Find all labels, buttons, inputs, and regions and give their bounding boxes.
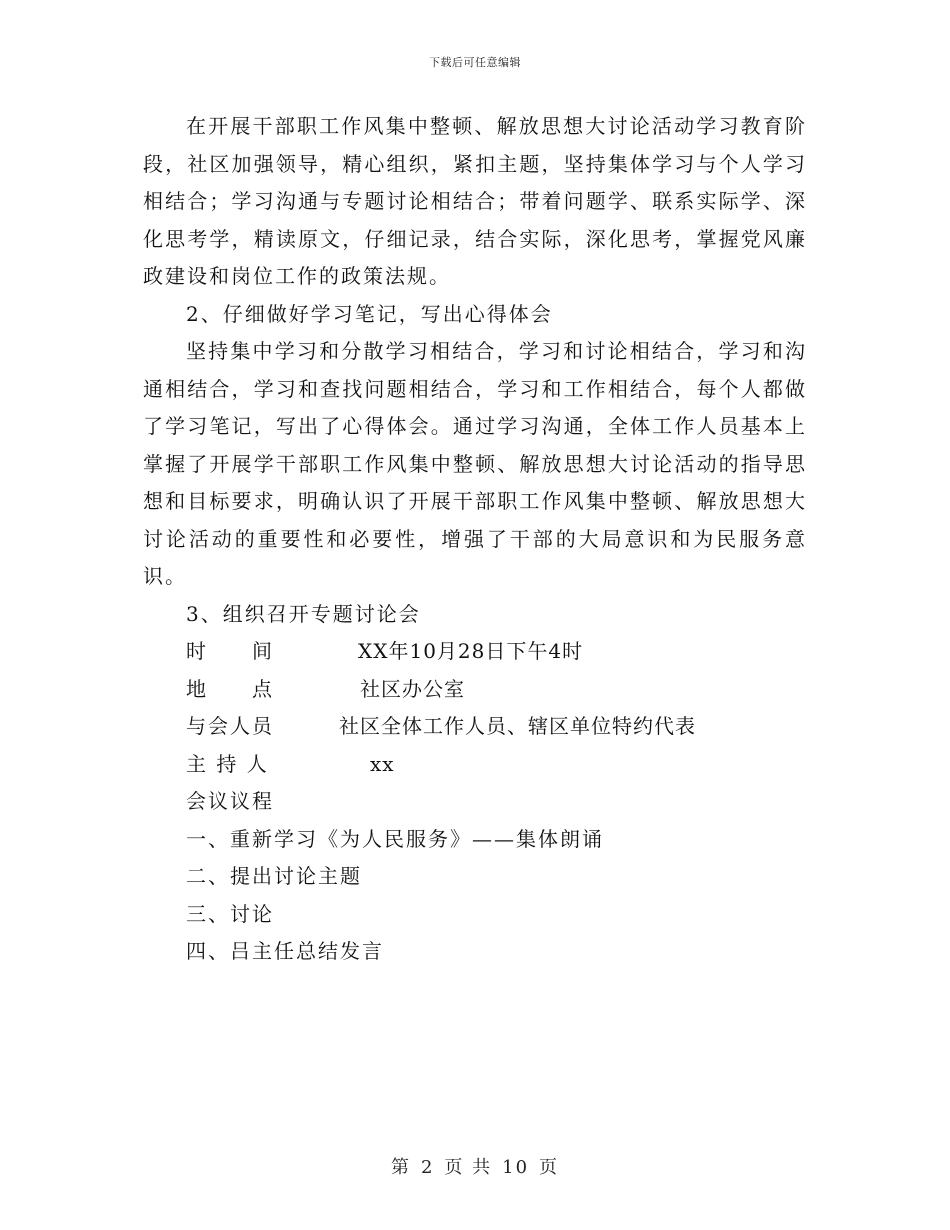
footer-total-pages: 10 <box>502 1157 530 1178</box>
agenda-item: 三、讨论 <box>186 901 274 926</box>
agenda-title: 会议议程 <box>186 789 274 813</box>
meeting-attendees-label: 与会人员 <box>186 714 274 738</box>
footer-page-number: 2 <box>420 1157 435 1178</box>
section-heading-meeting: 3、组织召开专题讨论会 <box>186 601 421 626</box>
footer-suffix: 页 <box>539 1157 560 1178</box>
section-heading-notes: 2、仔细做好学习笔记，写出心得体会 <box>186 301 553 326</box>
agenda-item: 二、提出讨论主题 <box>186 864 362 888</box>
header-note: 下载后可任意编辑 <box>429 56 521 69</box>
page-footer <box>0 1153 950 1179</box>
document-body <box>143 108 807 971</box>
meeting-attendees-value: 社区全体工作人员、辖区单位特约代表 <box>339 714 696 738</box>
meeting-host-label: 主 持 人 <box>186 751 269 776</box>
meeting-host-value: xx <box>370 751 395 776</box>
meeting-time-row <box>143 633 807 671</box>
paragraph-study-approach: 在开展干部职工作风集中整顿、解放思想大讨论活动学习教育阶段，社区加强领导，精心组织，紧扣主题，坚持集体学习与个人学习相结合；学习沟通与专题讨论相结合；带着问题学、联系实际学、深化思考学，精读原文，仔细记录，结合实际，深化思考，掌握党风廉政建设和岗位工作的政策法规。 <box>143 114 807 288</box>
meeting-host-row <box>143 746 807 784</box>
paragraph-study-notes: 坚持集中学习和分散学习相结合，学习和讨论相结合，学习和沟通相结合，学习和查找问题相结合，学习和工作相结合，每个人都做了学习笔记，写出了心得体会。通过学习沟通，全体工作人员基本上掌握了开展学干部职工作风集中整顿、解放思想大讨论活动的指导思想和目标要求，明确认识了开展干部职工作风集中整顿、解放思想大讨论活动的重要性和必要性，增强了干部的大局意识和为民服务意识。 <box>143 339 807 588</box>
meeting-attendees-row <box>143 708 807 746</box>
meeting-place-label: 地 点 <box>186 676 274 701</box>
footer-prefix: 第 <box>390 1157 411 1178</box>
meeting-time-label: 时 间 <box>186 639 274 663</box>
agenda-item: 一、重新学习《为人民服务》——集体朗诵 <box>186 826 604 851</box>
meeting-time-value: XX年10月28日下午4时 <box>358 639 584 663</box>
meeting-place-row <box>143 671 807 709</box>
footer-middle: 页 共 <box>444 1157 493 1178</box>
agenda-item: 四、吕主任总结发言 <box>186 939 384 963</box>
meeting-place-value: 社区办公室 <box>360 676 465 701</box>
